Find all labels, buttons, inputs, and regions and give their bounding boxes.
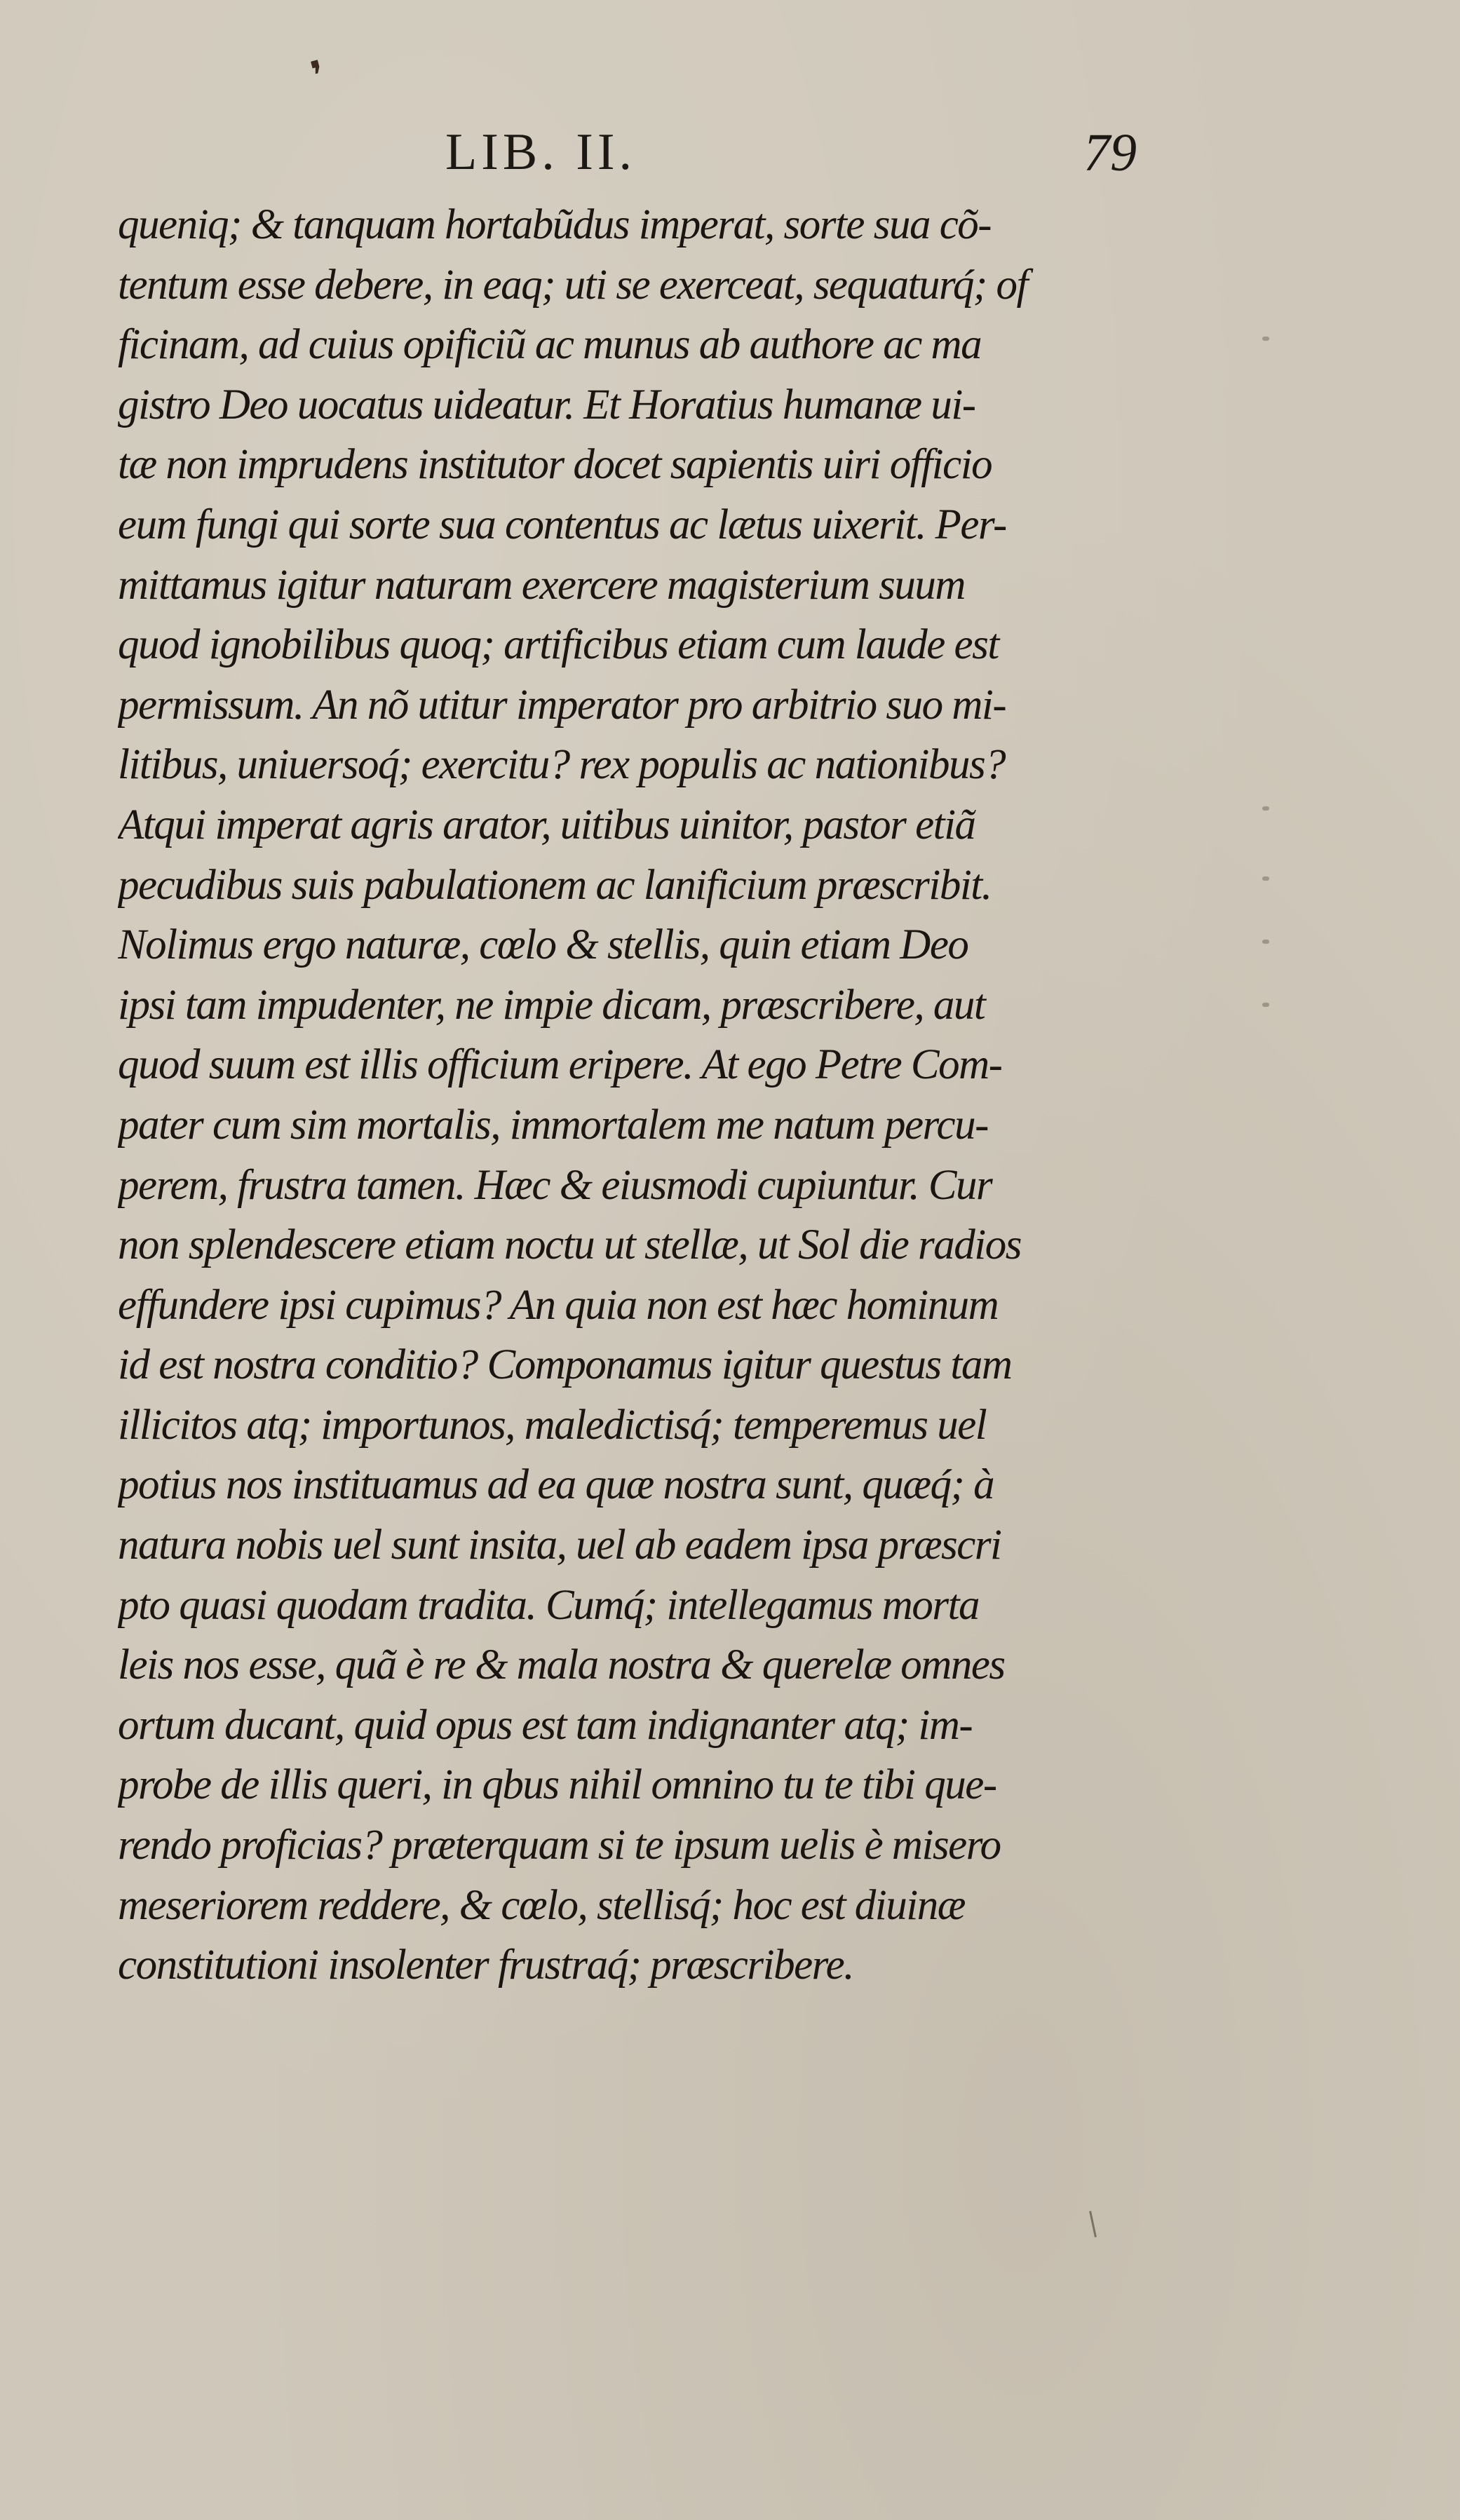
ink-blot-mark: ❜ <box>306 53 331 99</box>
text-line: rendo proficias? præterquam si te ipsum uelis è misero <box>118 1822 1001 1869</box>
text-line: pto quasi quodam tradita. Cumq́; intellegamus morta <box>118 1581 980 1629</box>
text-line: id est nostra conditio? Componamus igitur questus tam <box>118 1341 1012 1389</box>
text-line: illicitos atq; importunos, maledictisq́; temperemus uel <box>118 1401 987 1449</box>
text-line: gistro Deo uocatus uideatur. Et Horatius humanæ ui- <box>118 381 975 428</box>
text-line: quod ignobilibus quoq; artificibus etiam cum laude est <box>118 621 999 669</box>
text-line: eum fungi qui sorte sua contentus ac lætus uixerit. Per- <box>118 501 1006 548</box>
text-line: leis nos esse, quã è re & mala nostra & querelæ omnes <box>118 1641 1005 1689</box>
text-line: ortum ducant, quid opus est tam indignanter atq; im- <box>118 1701 973 1749</box>
text-line: litibus, uniuersoq́; exercitu? rex populis ac nationibus? <box>118 741 1006 789</box>
margin-show-through-dots <box>1255 323 1297 1094</box>
text-line: effundere ipsi cupimus? An quia non est hæc hominum <box>118 1281 999 1329</box>
text-line: ipsi tam impudenter, ne impie dicam, præscribere, aut <box>118 981 985 1029</box>
text-line: quod suum est illis officium eripere. At ego Petre Com- <box>118 1041 1002 1089</box>
text-line: Nolimus ergo naturæ, cœlo & stellis, quin etiam Deo <box>118 921 968 969</box>
text-line: potius nos instituamus ad ea quæ nostra sunt, quæq́; à <box>118 1461 994 1509</box>
text-line: meseriorem reddere, & cœlo, stellisq́; hoc est diuinæ <box>118 1881 965 1929</box>
text-line: probe de illis queri, in qbus nihil omnino tu te tibi que- <box>118 1761 996 1809</box>
text-line: Atqui imperat agris arator, uitibus uinitor, pastor etiã <box>118 801 975 848</box>
page-number: 79 <box>1083 123 1137 182</box>
text-line: pater cum sim mortalis, immortalem me natum percu- <box>118 1101 988 1149</box>
text-line: tentum esse debere, in eaq; uti se exerceat, sequaturq́; of <box>118 261 1027 309</box>
stray-ink-mark <box>1089 2211 1097 2237</box>
text-line: perem, frustra tamen. Hæc & eiusmodi cupiuntur. Cur <box>118 1161 992 1209</box>
text-line: queniq; & tanquam hortabũdus imperat, sorte sua cõ- <box>118 201 992 248</box>
text-line: tæ non imprudens institutor docet sapientis uiri officio <box>118 441 992 489</box>
text-line: pecudibus suis pabulationem ac lanificium præscribit. <box>118 861 992 909</box>
running-head: LIB. II. <box>445 123 636 181</box>
text-line: permissum. An nõ utitur imperator pro arbitrio suo mi- <box>118 681 1006 729</box>
text-line: ficinam, ad cuius opificiũ ac munus ab authore ac ma <box>118 321 982 369</box>
body-text <box>118 195 1236 1996</box>
text-line: mittamus igitur naturam exercere magisterium suum <box>118 561 965 609</box>
text-line: natura nobis uel sunt insita, uel ab eadem ipsa præscri <box>118 1522 1001 1569</box>
text-line: constitutioni insolenter frustraq́; præscribere. <box>118 1942 853 1989</box>
text-line: non splendescere etiam noctu ut stellæ, ut Sol die radios <box>118 1221 1021 1269</box>
